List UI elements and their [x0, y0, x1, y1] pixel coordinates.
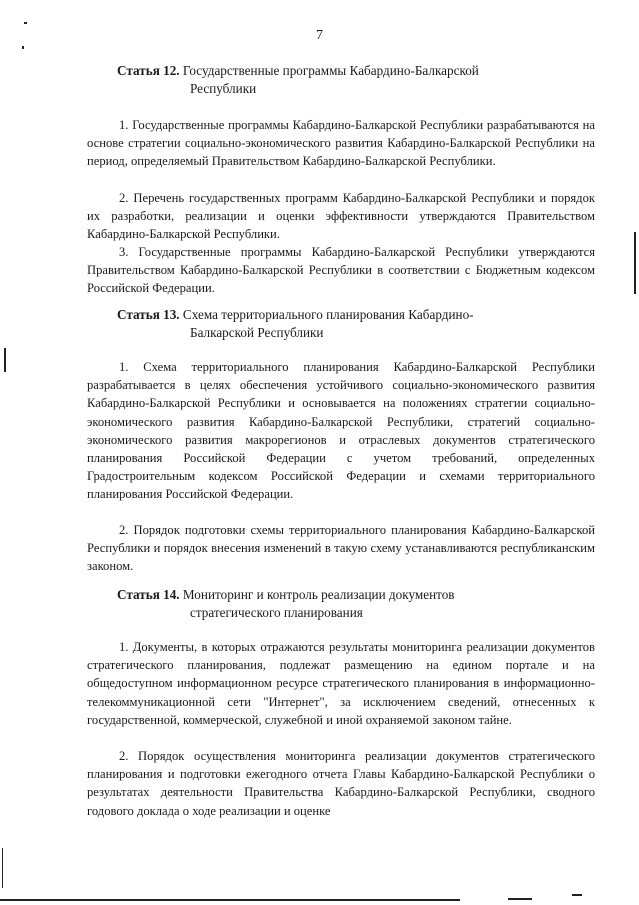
- article-14-number: Статья 14.: [117, 587, 180, 602]
- article-12-title-line1: Государственные программы Кабардино-Балкарской: [182, 63, 479, 78]
- article-14-heading: [117, 586, 547, 622]
- article-13-paragraph-2: 2. Порядок подготовки схемы территориального планирования Кабардино-Балкарской Республики и порядок внесения изменений в такую схему устанавливаются республиканским законом.: [87, 523, 595, 574]
- article-12-number: Статья 12.: [117, 63, 180, 78]
- article-13-title-line2: Балкарской Республики: [190, 325, 324, 340]
- article-14-title-line1: Мониторинг и контроль реализации документов: [182, 587, 455, 602]
- page-number: 7: [316, 28, 323, 43]
- article-13-number: Статья 13.: [117, 307, 180, 322]
- scan-mark-bottom-edge: [0, 899, 460, 901]
- article-12-heading: [117, 62, 547, 98]
- scan-mark-left-edge: [4, 348, 6, 372]
- scan-mark-bottom-edge-2: [508, 898, 532, 900]
- scan-mark-left-edge-2: [2, 848, 3, 888]
- scan-mark-bottom-edge-3: [572, 894, 582, 896]
- article-12-title-line2: Республики: [190, 81, 257, 96]
- article-13-paragraph-1: 1. Схема территориального планирования Кабардино-Балкарской Республики разрабатывается в целях обеспечения устойчивого социально-экономического развития Кабардино-Балкарской Республики и основывается на положениях стратегии социально-экономического развития Кабардино-Балкарской Республики, стратегий социально-экономического развития макрорегионов и отраслевых документов стратегического планирования Российской Федерации с учетом требований, определенных Градостроительным кодексом Российской Федерации и схемами территориального планирования Российской Федерации.: [87, 360, 595, 502]
- article-13-title-line1: Схема территориального планирования Кабардино-: [182, 307, 474, 322]
- scan-mark-top-left-2: [22, 46, 24, 49]
- article-13-heading: [117, 306, 547, 342]
- article-14-title-line2: стратегического планирования: [190, 605, 363, 620]
- article-14-paragraph-1: 1. Документы, в которых отражаются результаты мониторинга реализации документов стратегического планирования, подлежат размещению на едином портале и на общедоступном информационном ресурсе стратегического планирования в информационно-телекоммуникационной сети "Интернет", за исключением сведений, отнесенных к государственной, коммерческой, служебной и иной охраняемой законом тайне.: [87, 640, 595, 727]
- article-12-paragraph-1: 1. Государственные программы Кабардино-Балкарской Республики разрабатываются на основе стратегии социально-экономического развития Кабардино-Балкарской Республики на период, определяемый Правительством Кабардино-Балкарской Республики.: [87, 118, 595, 169]
- scan-mark-top-left: [24, 22, 27, 24]
- scan-mark-right-edge: [634, 232, 636, 294]
- article-12-paragraph-3: 3. Государственные программы Кабардино-Балкарской Республики утверждаются Правительством Кабардино-Балкарской Республики в соответствии с Бюджетным кодексом Российской Федерации.: [87, 245, 595, 296]
- article-12-paragraph-2: 2. Перечень государственных программ Кабардино-Балкарской Республики и порядок их разработки, реализации и оценки эффективности утверждаются Правительством Кабардино-Балкарской Республики.: [87, 191, 595, 242]
- article-14-paragraph-2: 2. Порядок осуществления мониторинга реализации документов стратегического планирования и подготовки ежегодного отчета Главы Кабардино-Балкарской Республики о результатах деятельности Правительства Кабардино-Балкарской Республики, сводного годового доклада о ходе реализации и оценке: [87, 749, 595, 818]
